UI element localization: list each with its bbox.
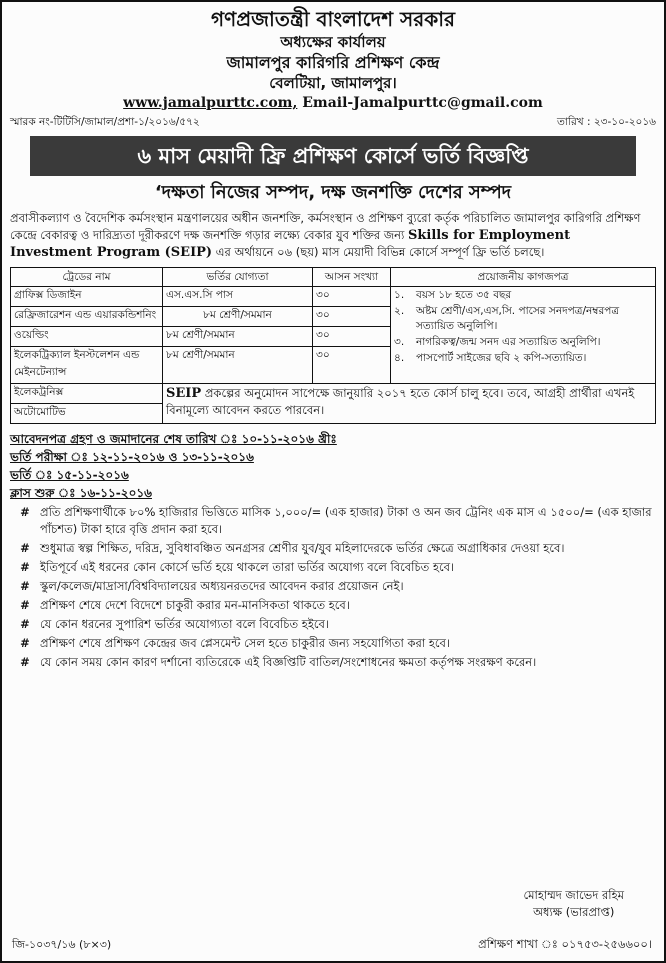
conditions-list xyxy=(10,504,656,671)
list-item: # ইতিপূর্বে এই ধরনের কোন কোর্সে ভর্তি হয়ে থাকলে তারা ভর্তির অযোগ্য বলে বিবেচিত হবে। xyxy=(20,560,455,574)
list-item: ৩. নাগরিকত্ব/জন্ম সনদ এর সত্যায়িত অনুলিপি। xyxy=(394,336,601,348)
office-title: অধ্যক্ষের কার্যালয় xyxy=(280,33,386,51)
govt-title: গণপ্রজাতন্ত্রী বাংলাদেশ সরকার xyxy=(211,7,455,31)
class-start-date: ক্লাস শুরু ঃ ১৬-১১-২০১৬ xyxy=(10,486,152,500)
institute-name: জামালপুর কারিগরি প্রশিক্ষণ কেন্দ্র xyxy=(226,53,440,72)
trade-name: গ্রাফিক্স ডিজাইন xyxy=(11,287,163,307)
trade-qualification: ৮ম শ্রেণী/সমমান xyxy=(163,307,313,327)
header-qualification: ভর্তির যোগ্যতা xyxy=(163,268,313,287)
reference-row xyxy=(10,114,656,130)
slogan: ‘দক্ষতা নিজের সম্পদ, দক্ষ জনশক্তি দেশের সম্পদ xyxy=(154,182,512,203)
contact-line xyxy=(10,93,656,113)
signatory-title: অধ্যক্ষ (ভারপ্রাপ্ত) xyxy=(533,905,615,919)
list-item: # যে কোন ধরনের সুপারিশ ভর্তির অযোগ্যতা বলে বিবেচিত হইবে। xyxy=(20,617,329,631)
notice-date: তারিখ : ২৩-১০-২০১৬ xyxy=(557,116,656,128)
signatory-name: মোহাম্মদ জাভেদ রহিম xyxy=(523,888,624,902)
trade-name: ইলেকট্রিক্যাল ইনস্টলেশন এন্ড মেইনটেন্যান্স xyxy=(11,347,163,384)
trade-qualification: এস.এস.সি পাস xyxy=(163,287,313,307)
trade-seats: ৩০ xyxy=(313,327,391,347)
seip-note: প্রকল্পের অনুমোদন সাপেক্ষে জানুয়ারি ২০১৭ হতে কোর্স চালু হবে। তবে, আগ্রহী প্রার্থীরা এখনই বিনামূল্যে আবেদন করতে পারবেন। xyxy=(166,386,635,417)
list-item: # স্কুল/কলেজ/মাদ্রাসা/বিশ্ববিদ্যালয়ের অধ্যয়নরতদের আবেদন করার প্রয়োজন নেই। xyxy=(20,579,404,593)
email-address[interactable]: Email-Jamalpurttc@gmail.com xyxy=(302,95,543,111)
memo-number: স্মারক নং-টিটিসি/জামাল/প্রশা-১/২০১৬/৫৭২ xyxy=(10,116,200,128)
list-item: # যে কোন সময় কোন কারণ দর্শানো ব্যতিরেকে এই বিজ্ঞপ্তিটি বাতিল/সংশোধনের ক্ষমতা কর্তৃপক্ষ সংরক্ষণ করেন। xyxy=(20,655,537,669)
ad-code: জি-১০৩৭/১৬ (৮×৩) xyxy=(12,938,112,951)
intro-part-1: প্রবাসীকল্যাণ ও বৈদেশিক কর্মসংস্থান মন্ত্রণালয়ের অধীন জনশক্তি, কর্মসংস্থান ও প্রশিক্ষণ ব্যুরো কর্তৃক পরিচালিত জামালপুর কারিগরি প্রশিক্ষণ কেন্দ্রে বেকারত্ব ও দারিদ্র্যতা দূরীকরণে দক্ষ জনশক্তি গড়ার লক্ষ্যে বেকার যুব শক্তির জন্য xyxy=(10,211,641,242)
trade-seats: ৩০ xyxy=(313,307,391,327)
admission-exam-date: ভর্তি পরীক্ষা ঃ ১২-১১-২০১৬ ও ১৩-১১-২০১৬ xyxy=(10,450,254,464)
important-dates xyxy=(10,430,656,502)
required-documents xyxy=(391,287,656,384)
trade-qualification: ৮ম শ্রেণী/সমমান xyxy=(163,327,313,347)
list-item: ৪. পাসপোর্ট সাইজের ছবি ২ কপি-সত্যায়িত। xyxy=(394,352,587,364)
signature-block xyxy=(523,887,624,921)
trade-name: ইলেকট্রনিক্স xyxy=(11,384,163,404)
notice-banner: ৬ মাস মেয়াদী ফ্রি প্রশিক্ষণ কোর্সে ভর্তি বিজ্ঞপ্তি xyxy=(30,136,636,176)
trade-qualification: ৮ম শ্রেণী/সমমান xyxy=(163,347,313,384)
list-item: # প্রশিক্ষণ শেষে প্রশিক্ষণ কেন্দ্রের জব প্লেসমেন্ট সেল হতে চাকুরীর জন্য সহযোগিতা করা হবে। xyxy=(20,636,451,650)
contact-phone: প্রশিক্ষণ শাখা ঃ ০১৭৫৩-২৫৬৬০০। xyxy=(478,937,652,951)
trade-seats: ৩০ xyxy=(313,347,391,384)
header-seats: আসন সংখ্যা xyxy=(313,268,391,287)
list-item: # প্রশিক্ষণ শেষে দেশে বিদেশে চাকুরী করার মন-মানসিকতা থাকতে হবে। xyxy=(20,598,350,612)
seip-note-cell xyxy=(163,384,656,424)
table-header-row xyxy=(11,268,656,287)
trade-name: ওয়েল্ডিং xyxy=(11,327,163,347)
header-documents: প্রয়োজনীয় কাগজপত্র xyxy=(391,268,656,287)
application-deadline: আবেদনপত্র গ্রহণ ও জমাদানের শেষ তারিখ ঃ ১০-১১-২০১৬ খ্রীঃ xyxy=(10,432,337,446)
institute-location: বেলটিয়া, জামালপুর। xyxy=(269,74,397,92)
intro-part-2: এর অর্থায়নে ০৬ (ছয়) মাস মেয়াদী বিভিন্ন কোর্সে সম্পূর্ণ ফ্রি ভর্তি চলছে। xyxy=(215,245,545,259)
trades-table xyxy=(10,267,656,424)
list-item: # প্রতি প্রশিক্ষণার্থীকে ৮০% হাজিরার ভিত্তিতে মাসিক ১,০০০/= (এক হাজার) টাকা ও অন জব ট্রেনিং এক মাস এ ১৫০০/= (এক হাজার পাঁচশত) টাকা হারে বৃত্তি প্রদান করা হবে। xyxy=(20,505,652,536)
seip-label: SEIP xyxy=(166,386,202,401)
list-item: ১. বয়স ১৮ হতে ৩৫ বছর xyxy=(394,289,512,301)
website-link[interactable]: www.jamalpurttc.com, xyxy=(123,95,298,111)
program-name: Skills for Employment Investment Program (SEIP) xyxy=(10,228,571,260)
list-item: ২. অষ্টম শ্রেণী/এস,এস,সি. পাসের সনদপত্র/নম্বরপত্র সত্যায়িত অনুলিপি। xyxy=(394,305,620,332)
trade-seats: ৩০ xyxy=(313,287,391,307)
admission-date: ভর্তি ঃ ১৫-১১-২০১৬ xyxy=(10,468,129,482)
table-row xyxy=(11,287,656,307)
header-trade: ট্রেডের নাম xyxy=(11,268,163,287)
table-row xyxy=(11,384,656,404)
intro-paragraph xyxy=(10,210,656,261)
list-item: # শুধুমাত্র স্বল্প শিক্ষিত, দরিদ্র, সুবিধাবঞ্চিত অনগ্রসর শ্রেণীর যুব/যুব মহিলাদেরকে ভর্তির ক্ষেত্রে অগ্রাধিকার দেওয়া হবে। xyxy=(20,541,565,555)
trade-name: অটোমোটিভ xyxy=(11,404,163,424)
trade-name: রেফ্রিজারেশন এন্ড এয়ারকন্ডিশনিং xyxy=(11,307,163,327)
